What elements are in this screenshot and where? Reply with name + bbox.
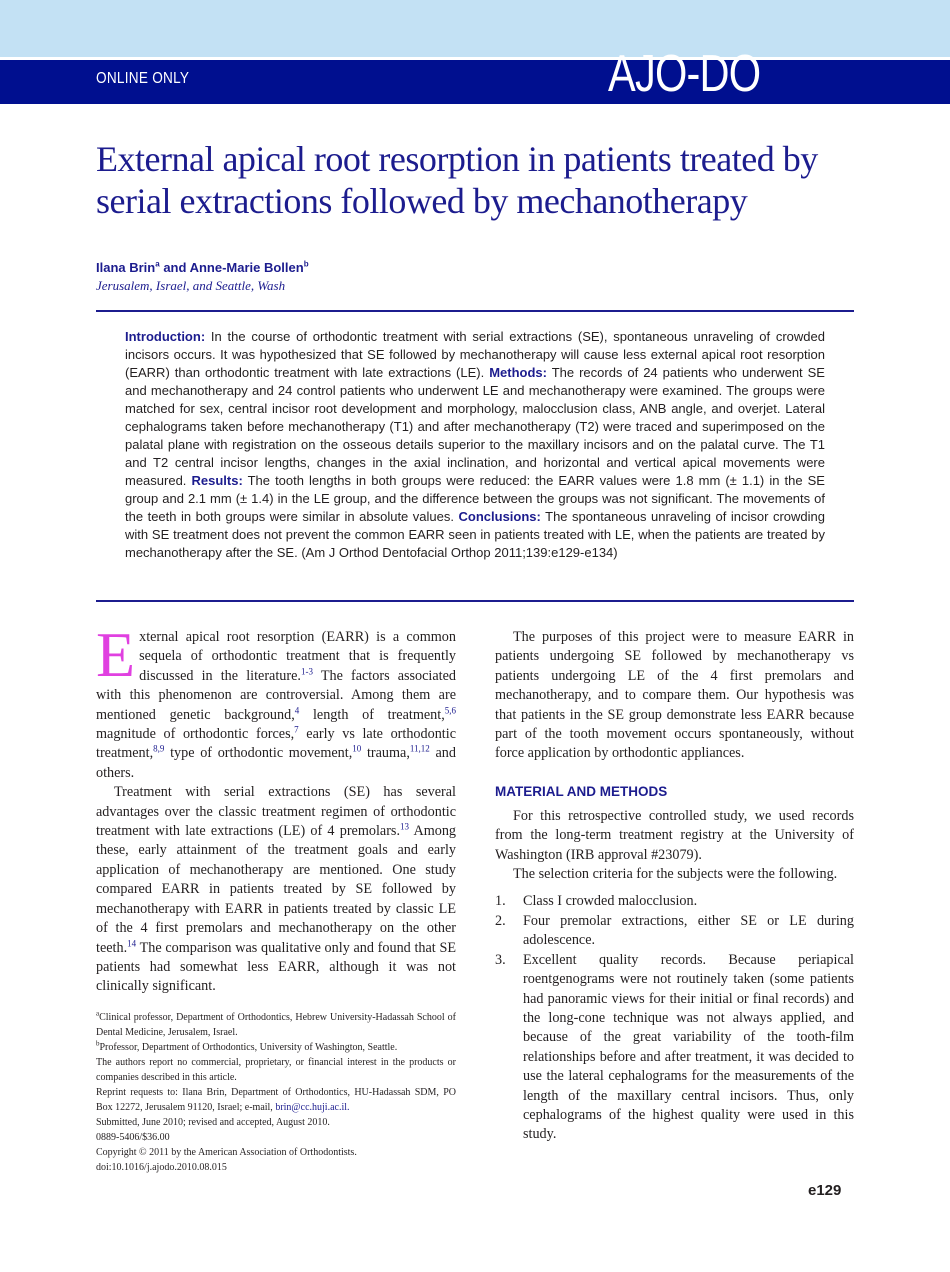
- article-title: External apical root resorption in patients treated by serial extractions followed by mechanotherapy: [96, 139, 818, 221]
- text-run: The factors associated with this phenomenon are controversial. Among them are mentioned genetic background,: [96, 667, 457, 723]
- text-run: In the course of orthodontic treatment with serial extractions (SE), spontaneous unraveling of crowded incisors occurs. It was hypothesized that SE followed by mechanotherapy will cause less external apical root resorption (EARR) than orthodontic treatment with late extractions (LE).: [125, 329, 825, 380]
- paragraph: [96, 619, 457, 783]
- abstract-heading: Conclusions:: [458, 509, 541, 524]
- author-sup: b: [303, 259, 309, 269]
- citation[interactable]: 10: [352, 743, 362, 754]
- text-run: type of orthodontic movement,: [164, 745, 353, 762]
- page-number: e129: [808, 1182, 842, 1199]
- list-item: 1. Class I crowded malocclusion.: [495, 893, 698, 910]
- criteria-list: [495, 892, 854, 1144]
- abstract-heading: Introduction:: [125, 329, 206, 344]
- citation[interactable]: 5,6: [444, 704, 456, 715]
- abstract-heading: Results:: [191, 473, 243, 488]
- author-name: Ilana Brin: [96, 260, 156, 275]
- footnote: The authors report no commercial, proprietary, or financial interest in the products or companies described in this article.: [96, 1057, 456, 1083]
- footnote: 0889-5406/$36.00: [96, 1132, 170, 1143]
- citation[interactable]: 4: [294, 704, 300, 715]
- citation[interactable]: 8,9: [153, 743, 165, 754]
- footnote: Copyright © 2011 by the American Association of Orthodontists.: [96, 1147, 357, 1158]
- section-heading: MATERIAL AND METHODS: [495, 783, 668, 799]
- paragraph: For this retrospective controlled study, we used records from the long-term treatment registry at the University of Washington (IRB approval #23079).: [495, 807, 854, 863]
- citation[interactable]: 11,12: [409, 743, 430, 754]
- right-column: [495, 628, 854, 1145]
- list-item: 3. Excellent quality records. Because periapical roentgenograms were not routinely taken (some patients had panoramic views for their initial or final records) and the long-cone technique was not always applied, and because of the great variability of the tooth-film relationships before and after treatment, it was decided to use the lateral cephalograms for the measurements of the length of the maxillary central incisors. Thus, only cephalograms of the highest quality were used in this study.: [495, 951, 854, 1143]
- text-run: trauma,: [361, 745, 410, 762]
- list-item: 2. Four premolar extractions, either SE or LE during adolescence.: [495, 912, 854, 949]
- authors: [96, 260, 309, 275]
- citation[interactable]: 13: [400, 821, 410, 832]
- header-band-light: [0, 0, 950, 57]
- citation[interactable]: 1-3: [300, 666, 313, 677]
- paragraph: The purposes of this project were to measure EARR in patients undergoing SE followed by mechanotherapy vs patients undergoing LE of the 4 first premolars and mechanotherapy, and to compare them. Our hypothesis was that patients in the SE group demonstrate less EARR because part of the tooth movement occurs spontaneously, without force application by orthodontic appliances.: [495, 629, 854, 762]
- journal-logo: AJO-DO: [608, 45, 761, 103]
- paragraph: [96, 783, 456, 996]
- footnote: Reprint requests to: Ilana Brin, Department of Orthodontics, HU-Hadassah SDM, PO Box 12272, Jerusalem 91120, Israel; e-mail, brin@cc.huji.ac.il.: [96, 1087, 456, 1113]
- footnote: doi:10.1016/j.ajodo.2010.08.015: [96, 1162, 227, 1173]
- divider: [96, 600, 854, 602]
- citation[interactable]: 14: [127, 937, 137, 948]
- text-run: length of treatment,: [299, 706, 445, 723]
- abstract: [125, 328, 825, 562]
- text-run: The records of 24 patients who underwent SE and mechanotherapy and 24 control patients who underwent LE and mechanotherapy were examined. The groups were matched for sex, central incisor root development and morphology, malocclusion class, ANB angle, and overjet. Lateral cephalograms taken before mechanotherapy (T1) and after mechanotherapy (T2) were traced and superimposed on the palatal plane with registration on the osseous details superior to the maxillary incisors and on the palatal curve. The T1 and T2 central incisor lengths, changes in the axial inclination, and horizontal and vertical apical movements were measured.: [125, 365, 825, 488]
- email-link[interactable]: brin@cc.huji.ac.il.: [275, 1102, 350, 1113]
- text-run: Among these, early attainment of the treatment goals and early application of mechanotherapy are mentioned. One study compared EARR in patients treated by SE followed by mechanotherapy with EARR in patients treated by classic LE of the 4 first premolars and mechanotherapy on the other teeth.: [96, 823, 457, 956]
- author-sup: a: [155, 259, 160, 269]
- drop-cap: E: [96, 619, 136, 690]
- text-run: magnitude of orthodontic forces,: [96, 726, 295, 743]
- text-run: xternal apical root resorption (EARR) is a common sequela of orthodontic treatment that is frequently discussed in the literature.: [139, 629, 456, 684]
- footnote: Submitted, June 2010; revised and accepted, August 2010.: [96, 1117, 330, 1128]
- text-run: Treatment with serial extractions (SE) has several advantages over the classic treatment regimen of orthodontic treatment with late extractions (LE) of 4 premolars.: [96, 784, 456, 840]
- abstract-heading: Methods:: [489, 365, 547, 380]
- affiliation: Jerusalem, Israel, and Seattle, Wash: [96, 278, 286, 293]
- text-run: The tooth lengths in both groups were reduced: the EARR values were 1.8 mm (± 1.1) in the SE group and 2.1 mm (± 1.4) in the LE group, and the difference between the groups was not significant. The movements of the teeth in both groups were similar in absolute values.: [125, 473, 825, 524]
- footnotes: [96, 1010, 456, 1175]
- text-run: early vs late orthodontic treatment,: [96, 726, 456, 762]
- authors-and: and: [159, 260, 190, 275]
- section-label: ONLINE ONLY: [96, 70, 190, 87]
- footnote: $^b$Professor, Department of Orthodontics, University of Washington, Seattle.: [96, 1039, 398, 1053]
- author-name: Anne-Marie Bollen: [189, 260, 304, 275]
- footnote: $^a$Clinical professor, Department of Orthodontics, Hebrew University-Hadassah School of Dental Medicine, Jerusalem, Israel.: [96, 1009, 456, 1038]
- paragraph: The selection criteria for the subjects were the following.: [513, 866, 838, 883]
- left-column: [96, 619, 457, 997]
- text-run: The comparison was qualitative only and found that SE patients had somewhat less EARR, although it was not clinically significant.: [96, 939, 456, 995]
- text-run: The spontaneous unraveling of incisor crowding with SE treatment does not prevent the common EARR seen in patients treated with LE, when the patients are treated by mechanotherapy after the SE. (Am J Orthod Dentofacial Orthop 2011;139:e129-e134): [125, 509, 825, 560]
- text-run: and others.: [96, 745, 456, 781]
- citation[interactable]: 7: [294, 724, 299, 735]
- divider: [96, 310, 854, 312]
